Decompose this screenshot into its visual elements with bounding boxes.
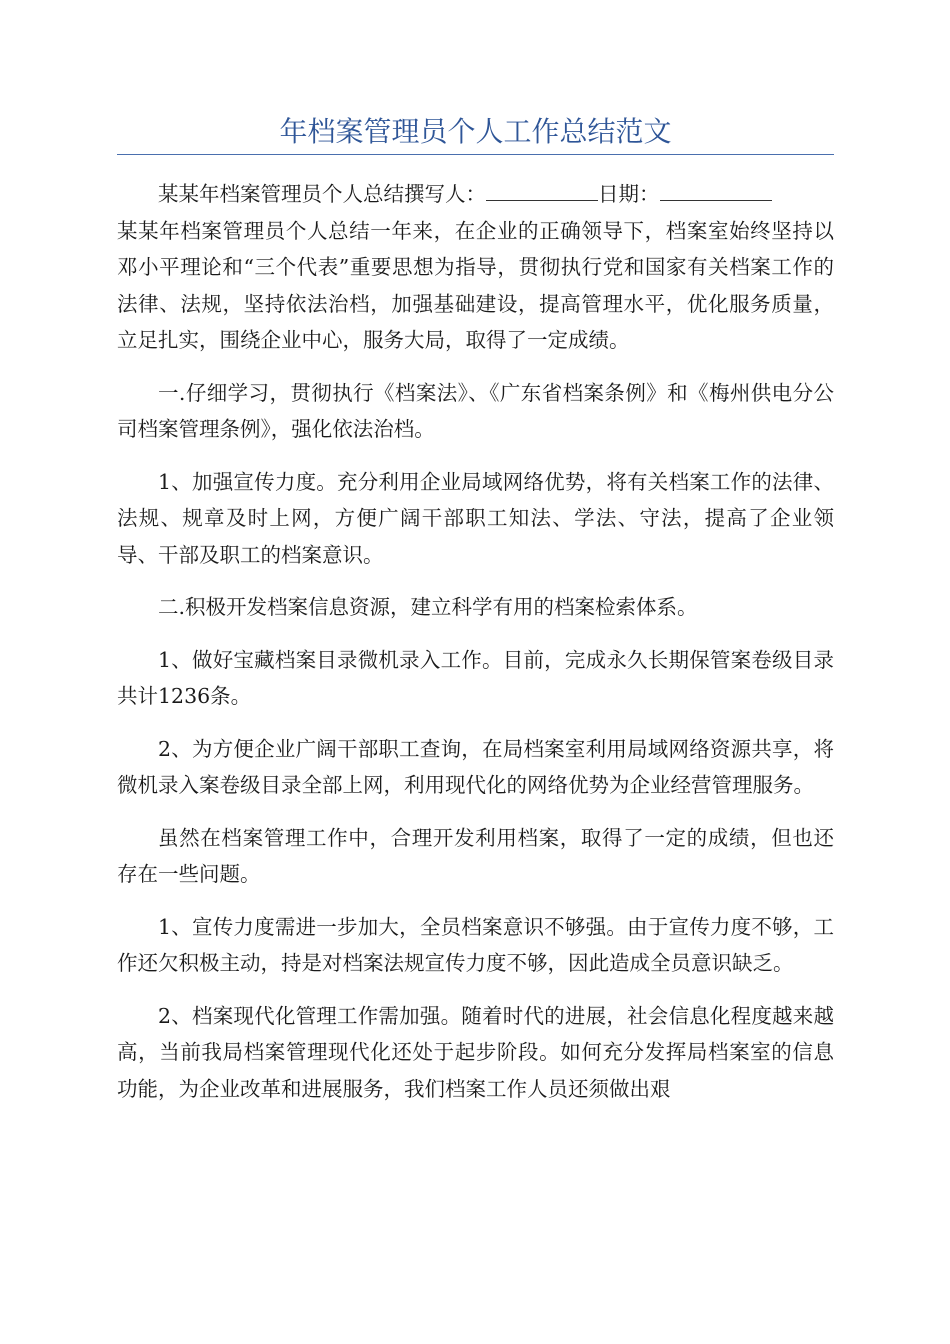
author-blank [486,178,598,201]
document-body [117,176,834,1123]
paragraph: 2、档案现代化管理工作需加强。随着时代的进展，社会信息化程度越来越高，当前我局档案管理现代化还处于起步阶段。如何充分发挥局档案室的信息功能，为企业改革和进展服务，我们档案工作人员还须做出艰 [117,1003,834,1101]
date-label: 日期： [598,182,660,206]
author-label: 某某年档案管理员个人总结撰写人： [158,182,486,206]
paragraph: 1、做好宝藏档案目录微机录入工作。目前，完成永久长期保管案卷级目录共计1236条。 [117,647,834,708]
paragraph: 虽然在档案管理工作中，合理开发利用档案，取得了一定的成绩，但也还存在一些问题。 [117,825,834,886]
intro-paragraph: 某某年档案管理员个人总结一年来，在企业的正确领导下，档案室始终坚持以邓小平理论和“三个代表”重要思想为指导，贯彻执行党和国家有关档案工作的法律、法规，坚持依法治档，加强基础建设，提高管理水平，优化服务质量，立足扎实，围绕企业中心，服务大局，取得了一定成绩。 [117,218,834,352]
paragraph: 2、为方便企业广阔干部职工查询，在局档案室利用局域网络资源共享，将微机录入案卷级目录全部上网，利用现代化的网络优势为企业经营管理服务。 [117,736,834,797]
author-date-line [117,176,834,213]
document-title: 年档案管理员个人工作总结范文 [279,115,672,148]
paragraph: 一.仔细学习，贯彻执行《档案法》、《广东省档案条例》和《梅州供电分公司档案管理条例》，强化依法治档。 [117,380,834,441]
date-blank [660,178,772,201]
paragraph: 1、宣传力度需进一步加大，全员档案意识不够强。由于宣传力度不够，工作还欠积极主动，持是对档案法规宣传力度不够，因此造成全员意识缺乏。 [117,914,834,975]
title-underline [117,154,834,155]
paragraph: 1、加强宣传力度。充分利用企业局域网络优势，将有关档案工作的法律、法规、规章及时上网，方便广阔干部职工知法、学法、守法，提高了企业领导、干部及职工的档案意识。 [117,469,834,567]
paragraph: 二.积极开发档案信息资源，建立科学有用的档案检索体系。 [158,595,698,619]
